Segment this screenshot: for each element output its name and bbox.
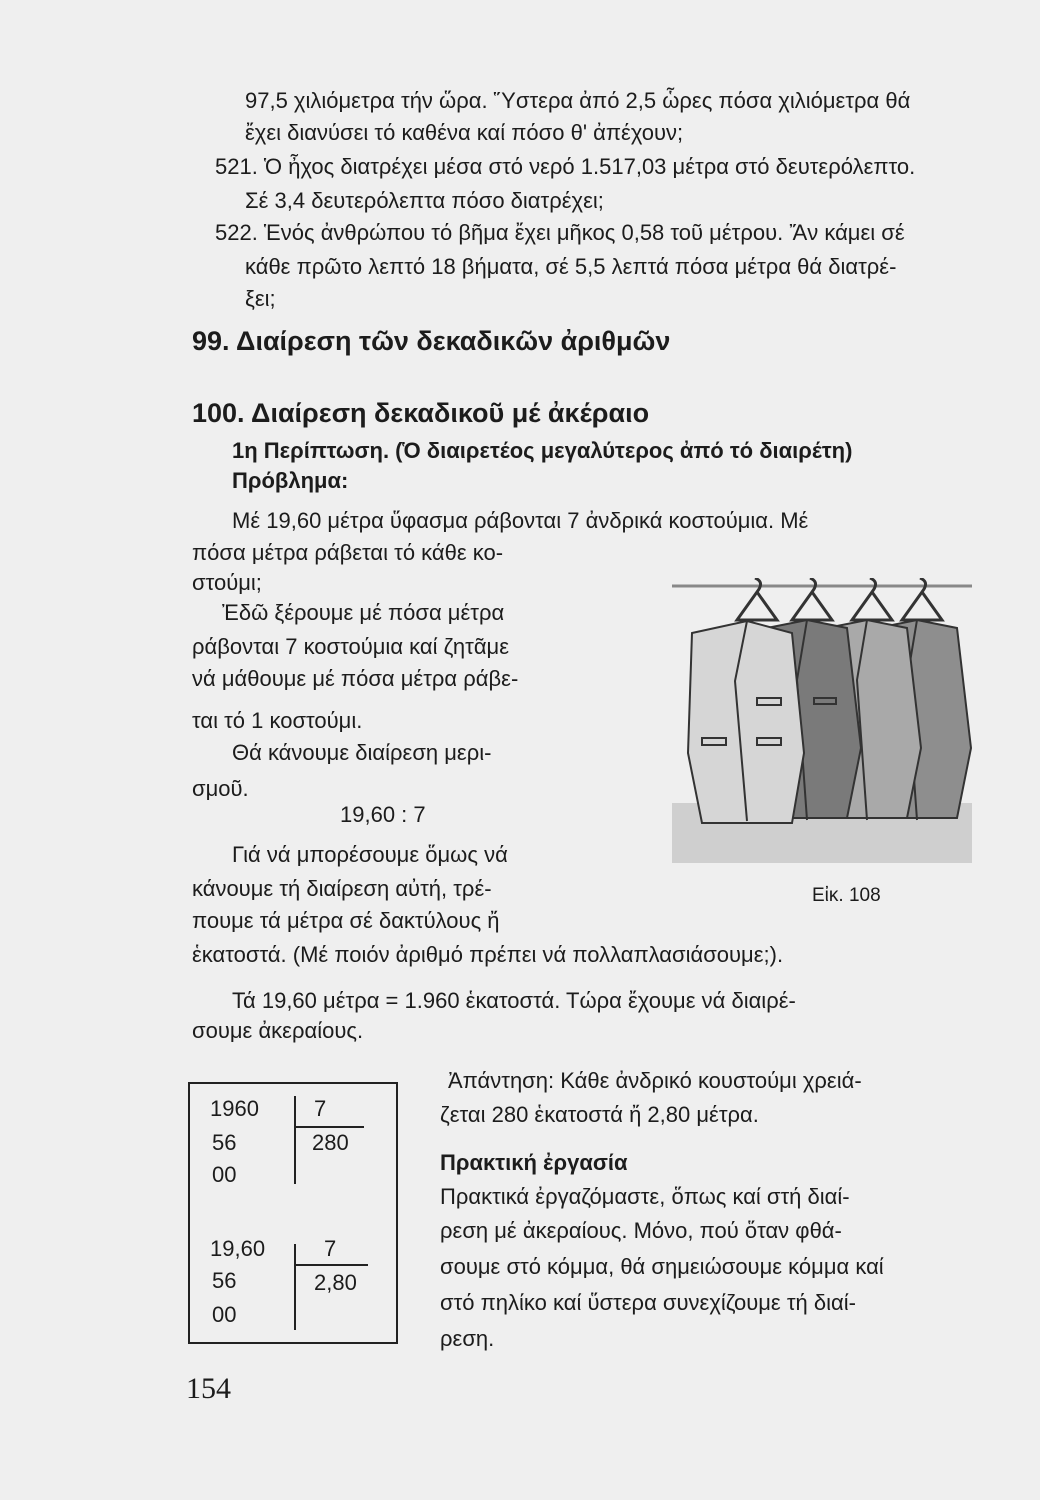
division-bar-vertical <box>294 1244 296 1330</box>
text-line: ξει; <box>245 286 276 311</box>
body-line: Τά 19,60 μέτρα = 1.960 ἑκατοστά. Τώρα ἔχουμε νά διαιρέ- <box>232 988 796 1013</box>
text-line: κάθε πρῶτο λεπτό 18 βήματα, σέ 5,5 λεπτά πόσα μέτρα θά διατρέ- <box>245 254 897 279</box>
practice-line: ρεση. <box>440 1326 495 1351</box>
body-line: νά μάθουμε μέ πόσα μέτρα ράβε- <box>192 666 519 691</box>
exercise-521: 521. Ὁ ἦχος διατρέχει μέσα στό νερό 1.517,03 μέτρα στό δευτερόλεπτο. <box>215 154 916 179</box>
text-line: Σέ 3,4 δευτερόλεπτα πόσο διατρέχει; <box>245 188 604 213</box>
text-line: ἔχει διανύσει τό καθένα καί πόσο θ' ἀπέχουν; <box>245 120 684 145</box>
body-line: σμοῦ. <box>192 776 249 801</box>
body-line: στούμι; <box>192 570 262 595</box>
practice-line: ρεση μέ ἀκεραίους. Μόνο, πού ὅταν φθά- <box>440 1218 842 1243</box>
divisor-2: 7 <box>324 1236 337 1261</box>
body-line: Θά κάνουμε διαίρεση μερι- <box>232 740 492 765</box>
exercise-522: 522. Ἑνός ἀνθρώπου τό βῆμα ἔχει μῆκος 0,58 τοῦ μέτρου. Ἄν κάμει σέ <box>215 220 905 245</box>
dividend-1: 1960 <box>210 1096 259 1121</box>
practice-line: στό πηλίκο καί ὕστερα συνεχίζουμε τή διαί- <box>440 1290 856 1315</box>
body-line: ἑκατοστά. (Μέ ποιόν ἀριθμό πρέπει νά πολλαπλασιάσουμε;). <box>192 942 784 967</box>
body-line: Ἐδῶ ξέρουμε μέ πόσα μέτρα <box>222 600 505 625</box>
suits-illustration <box>672 578 972 868</box>
division-box <box>188 1082 398 1344</box>
division-bar-horizontal <box>294 1264 368 1266</box>
problem-label: Πρόβλημα: <box>232 468 349 493</box>
remainder-1a: 56 <box>212 1130 237 1155</box>
dividend-2: 19,60 <box>210 1236 266 1261</box>
body-line: Γιά νά μπορέσουμε ὅμως νά <box>232 842 508 867</box>
division-bar-horizontal <box>294 1126 364 1128</box>
body-line: Μέ 19,60 μέτρα ὕφασμα ράβονται 7 ἀνδρικά κοστούμια. Μέ <box>232 508 809 533</box>
quotient-1: 280 <box>312 1130 349 1155</box>
body-line: σουμε ἀκεραίους. <box>192 1018 364 1043</box>
divisor-1: 7 <box>314 1096 327 1121</box>
practice-line: σουμε στό κόμμα, θά σημειώσουμε κόμμα καί <box>440 1254 884 1279</box>
remainder-2a: 56 <box>212 1268 237 1293</box>
body-line: πόσα μέτρα ράβεται τό κάθε κο- <box>192 540 504 565</box>
body-line: πουμε τά μέτρα σέ δακτύλους ἤ <box>192 908 500 933</box>
section-heading-100: 100. Διαίρεση δεκαδικοῦ μέ ἀκέραιο <box>192 398 650 428</box>
remainder-1b: 00 <box>212 1162 237 1187</box>
answer-line: ζεται 280 ἑκατοστά ἤ 2,80 μέτρα. <box>440 1102 759 1127</box>
figure-caption: Εἰκ. 108 <box>812 885 881 906</box>
case-line-text: 1η Περίπτωση. (Ὁ διαιρετέος μεγαλύτερος ἀπό τό διαιρέτη) <box>232 438 853 463</box>
body-line: κάνουμε τή διαίρεση αὐτή, τρέ- <box>192 876 492 901</box>
body-line: ράβονται 7 κοστούμια καί ζητᾶμε <box>192 634 510 659</box>
jacket-icon <box>688 578 804 823</box>
practice-line: Πρακτικά ἐργαζόμαστε, ὅπως καί στή διαί- <box>440 1184 850 1209</box>
division-bar-vertical <box>294 1096 296 1184</box>
section-heading-99: 99. Διαίρεση τῶν δεκαδικῶν ἀριθμῶν <box>192 326 671 356</box>
body-line: ται τό 1 κοστούμι. <box>192 708 363 733</box>
practice-heading: Πρακτική ἐργασία <box>440 1150 628 1175</box>
division-expression: 19,60 : 7 <box>340 802 426 827</box>
page-number: 154 <box>186 1372 231 1405</box>
quotient-2: 2,80 <box>314 1270 357 1295</box>
remainder-2b: 00 <box>212 1302 237 1327</box>
answer-line: Ἀπάντηση: Κάθε ἀνδρικό κουστούμι χρειά- <box>448 1068 862 1093</box>
text-line: 97,5 χιλιόμετρα τήν ὥρα. Ὕστερα ἀπό 2,5 ὧρες πόσα χιλιόμετρα θά <box>245 88 911 113</box>
